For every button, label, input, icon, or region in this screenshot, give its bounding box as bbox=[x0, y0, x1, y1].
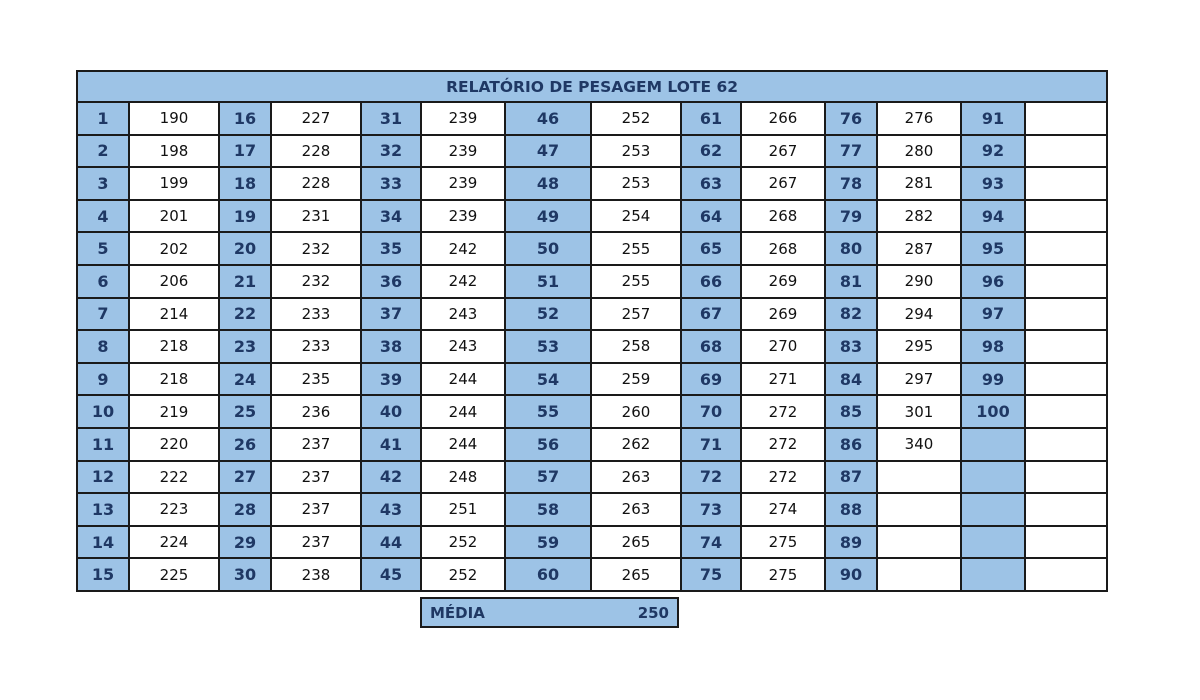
animal-number-cell: 50 bbox=[505, 232, 591, 265]
weight-cell: 198 bbox=[129, 135, 219, 168]
animal-number-cell: 63 bbox=[681, 167, 741, 200]
animal-number-cell bbox=[961, 428, 1025, 461]
animal-number-cell: 29 bbox=[219, 526, 271, 559]
animal-number-cell: 52 bbox=[505, 298, 591, 331]
animal-number-cell: 28 bbox=[219, 493, 271, 526]
weight-cell: 253 bbox=[591, 167, 681, 200]
animal-number-cell: 85 bbox=[825, 395, 877, 428]
average-label: MÉDIA bbox=[430, 603, 485, 622]
animal-number-cell: 67 bbox=[681, 298, 741, 331]
animal-number-cell: 93 bbox=[961, 167, 1025, 200]
animal-number-cell: 83 bbox=[825, 330, 877, 363]
weight-cell: 295 bbox=[877, 330, 961, 363]
animal-number-cell: 17 bbox=[219, 135, 271, 168]
animal-number-cell bbox=[961, 558, 1025, 591]
animal-number-cell: 44 bbox=[361, 526, 421, 559]
weight-cell: 237 bbox=[271, 526, 361, 559]
animal-number-cell: 11 bbox=[77, 428, 129, 461]
weight-cell: 244 bbox=[421, 428, 505, 461]
weight-cell bbox=[1025, 167, 1107, 200]
animal-number-cell: 98 bbox=[961, 330, 1025, 363]
animal-number-cell: 54 bbox=[505, 363, 591, 396]
animal-number-cell: 41 bbox=[361, 428, 421, 461]
animal-number-cell: 8 bbox=[77, 330, 129, 363]
weight-cell: 243 bbox=[421, 298, 505, 331]
animal-number-cell: 3 bbox=[77, 167, 129, 200]
animal-number-cell: 32 bbox=[361, 135, 421, 168]
table-row bbox=[77, 135, 1107, 168]
table-row bbox=[77, 558, 1107, 591]
weight-cell: 222 bbox=[129, 461, 219, 494]
animal-number-cell: 20 bbox=[219, 232, 271, 265]
animal-number-cell: 73 bbox=[681, 493, 741, 526]
animal-number-cell: 49 bbox=[505, 200, 591, 233]
weight-cell: 301 bbox=[877, 395, 961, 428]
weight-cell: 259 bbox=[591, 363, 681, 396]
weight-cell bbox=[1025, 232, 1107, 265]
weight-cell: 232 bbox=[271, 265, 361, 298]
weight-cell bbox=[1025, 135, 1107, 168]
animal-number-cell: 77 bbox=[825, 135, 877, 168]
report-title: RELATÓRIO DE PESAGEM LOTE 62 bbox=[77, 71, 1107, 102]
weight-cell: 257 bbox=[591, 298, 681, 331]
animal-number-cell: 16 bbox=[219, 102, 271, 135]
animal-number-cell: 40 bbox=[361, 395, 421, 428]
weight-cell bbox=[877, 461, 961, 494]
animal-number-cell: 81 bbox=[825, 265, 877, 298]
weight-cell bbox=[1025, 265, 1107, 298]
weight-cell: 248 bbox=[421, 461, 505, 494]
weight-cell bbox=[1025, 200, 1107, 233]
weight-cell bbox=[1025, 363, 1107, 396]
animal-number-cell: 96 bbox=[961, 265, 1025, 298]
weight-cell: 274 bbox=[741, 493, 825, 526]
animal-number-cell: 23 bbox=[219, 330, 271, 363]
weight-cell: 290 bbox=[877, 265, 961, 298]
weight-cell: 297 bbox=[877, 363, 961, 396]
table-row bbox=[77, 526, 1107, 559]
animal-number-cell: 79 bbox=[825, 200, 877, 233]
animal-number-cell bbox=[961, 493, 1025, 526]
table-row bbox=[77, 461, 1107, 494]
weight-cell: 206 bbox=[129, 265, 219, 298]
average-box bbox=[420, 597, 679, 628]
animal-number-cell: 36 bbox=[361, 265, 421, 298]
weight-cell: 262 bbox=[591, 428, 681, 461]
animal-number-cell: 55 bbox=[505, 395, 591, 428]
animal-number-cell: 35 bbox=[361, 232, 421, 265]
animal-number-cell: 1 bbox=[77, 102, 129, 135]
animal-number-cell: 78 bbox=[825, 167, 877, 200]
weight-cell: 258 bbox=[591, 330, 681, 363]
weight-cell: 244 bbox=[421, 363, 505, 396]
weight-cell: 265 bbox=[591, 558, 681, 591]
animal-number-cell: 6 bbox=[77, 265, 129, 298]
weight-cell: 287 bbox=[877, 232, 961, 265]
weight-cell: 235 bbox=[271, 363, 361, 396]
animal-number-cell: 84 bbox=[825, 363, 877, 396]
weight-cell: 281 bbox=[877, 167, 961, 200]
weight-cell: 275 bbox=[741, 526, 825, 559]
weight-cell bbox=[1025, 395, 1107, 428]
weight-cell bbox=[1025, 102, 1107, 135]
animal-number-cell: 97 bbox=[961, 298, 1025, 331]
animal-number-cell: 37 bbox=[361, 298, 421, 331]
animal-number-cell: 64 bbox=[681, 200, 741, 233]
animal-number-cell: 46 bbox=[505, 102, 591, 135]
animal-number-cell: 38 bbox=[361, 330, 421, 363]
weight-cell: 227 bbox=[271, 102, 361, 135]
table-row bbox=[77, 493, 1107, 526]
animal-number-cell: 99 bbox=[961, 363, 1025, 396]
weight-cell: 219 bbox=[129, 395, 219, 428]
table-row bbox=[77, 363, 1107, 396]
animal-number-cell: 56 bbox=[505, 428, 591, 461]
weight-cell: 214 bbox=[129, 298, 219, 331]
weight-cell: 271 bbox=[741, 363, 825, 396]
animal-number-cell: 59 bbox=[505, 526, 591, 559]
weight-cell: 252 bbox=[421, 526, 505, 559]
animal-number-cell: 24 bbox=[219, 363, 271, 396]
weight-cell bbox=[877, 558, 961, 591]
weight-cell: 218 bbox=[129, 330, 219, 363]
animal-number-cell: 43 bbox=[361, 493, 421, 526]
weight-cell: 190 bbox=[129, 102, 219, 135]
weight-cell: 232 bbox=[271, 232, 361, 265]
animal-number-cell: 48 bbox=[505, 167, 591, 200]
animal-number-cell: 88 bbox=[825, 493, 877, 526]
animal-number-cell: 71 bbox=[681, 428, 741, 461]
animal-number-cell: 31 bbox=[361, 102, 421, 135]
weight-cell: 237 bbox=[271, 428, 361, 461]
table-row bbox=[77, 298, 1107, 331]
animal-number-cell: 57 bbox=[505, 461, 591, 494]
weight-cell: 237 bbox=[271, 461, 361, 494]
weight-cell: 251 bbox=[421, 493, 505, 526]
animal-number-cell: 18 bbox=[219, 167, 271, 200]
table-row bbox=[77, 265, 1107, 298]
weight-cell: 231 bbox=[271, 200, 361, 233]
weight-cell: 282 bbox=[877, 200, 961, 233]
animal-number-cell: 90 bbox=[825, 558, 877, 591]
animal-number-cell: 100 bbox=[961, 395, 1025, 428]
weight-cell bbox=[1025, 526, 1107, 559]
animal-number-cell: 45 bbox=[361, 558, 421, 591]
weight-cell bbox=[877, 493, 961, 526]
weight-cell bbox=[1025, 428, 1107, 461]
weight-cell: 224 bbox=[129, 526, 219, 559]
animal-number-cell: 22 bbox=[219, 298, 271, 331]
animal-number-cell: 92 bbox=[961, 135, 1025, 168]
animal-number-cell: 76 bbox=[825, 102, 877, 135]
animal-number-cell: 34 bbox=[361, 200, 421, 233]
weight-cell: 265 bbox=[591, 526, 681, 559]
weight-cell: 267 bbox=[741, 167, 825, 200]
weight-cell: 223 bbox=[129, 493, 219, 526]
animal-number-cell: 91 bbox=[961, 102, 1025, 135]
weight-cell: 202 bbox=[129, 232, 219, 265]
weight-cell: 252 bbox=[591, 102, 681, 135]
table-row bbox=[77, 167, 1107, 200]
animal-number-cell bbox=[961, 526, 1025, 559]
animal-number-cell: 51 bbox=[505, 265, 591, 298]
weight-cell: 252 bbox=[421, 558, 505, 591]
weight-cell: 255 bbox=[591, 232, 681, 265]
weight-cell: 233 bbox=[271, 330, 361, 363]
animal-number-cell: 61 bbox=[681, 102, 741, 135]
weight-cell: 263 bbox=[591, 461, 681, 494]
animal-number-cell: 15 bbox=[77, 558, 129, 591]
weight-cell: 242 bbox=[421, 232, 505, 265]
weight-cell: 267 bbox=[741, 135, 825, 168]
table-row bbox=[77, 200, 1107, 233]
weight-cell bbox=[1025, 461, 1107, 494]
weight-cell: 254 bbox=[591, 200, 681, 233]
animal-number-cell bbox=[961, 461, 1025, 494]
animal-number-cell: 74 bbox=[681, 526, 741, 559]
animal-number-cell: 82 bbox=[825, 298, 877, 331]
weight-cell bbox=[1025, 493, 1107, 526]
animal-number-cell: 27 bbox=[219, 461, 271, 494]
weight-cell: 239 bbox=[421, 102, 505, 135]
animal-number-cell: 68 bbox=[681, 330, 741, 363]
weight-cell: 225 bbox=[129, 558, 219, 591]
animal-number-cell: 13 bbox=[77, 493, 129, 526]
animal-number-cell: 4 bbox=[77, 200, 129, 233]
animal-number-cell: 86 bbox=[825, 428, 877, 461]
animal-number-cell: 19 bbox=[219, 200, 271, 233]
weight-cell: 237 bbox=[271, 493, 361, 526]
weighing-report bbox=[76, 70, 1106, 622]
weight-cell: 268 bbox=[741, 200, 825, 233]
animal-number-cell: 30 bbox=[219, 558, 271, 591]
weight-cell: 244 bbox=[421, 395, 505, 428]
weight-cell bbox=[877, 526, 961, 559]
animal-number-cell: 26 bbox=[219, 428, 271, 461]
weight-cell: 239 bbox=[421, 200, 505, 233]
animal-number-cell: 80 bbox=[825, 232, 877, 265]
animal-number-cell: 14 bbox=[77, 526, 129, 559]
animal-number-cell: 7 bbox=[77, 298, 129, 331]
table-row bbox=[77, 232, 1107, 265]
animal-number-cell: 39 bbox=[361, 363, 421, 396]
weight-cell: 260 bbox=[591, 395, 681, 428]
weight-cell: 201 bbox=[129, 200, 219, 233]
weight-cell: 280 bbox=[877, 135, 961, 168]
animal-number-cell: 66 bbox=[681, 265, 741, 298]
weight-cell: 269 bbox=[741, 265, 825, 298]
weight-cell: 294 bbox=[877, 298, 961, 331]
weight-cell: 340 bbox=[877, 428, 961, 461]
animal-number-cell: 89 bbox=[825, 526, 877, 559]
animal-number-cell: 12 bbox=[77, 461, 129, 494]
weight-cell: 239 bbox=[421, 167, 505, 200]
weight-cell: 272 bbox=[741, 395, 825, 428]
weight-cell: 255 bbox=[591, 265, 681, 298]
weight-cell: 218 bbox=[129, 363, 219, 396]
weight-cell: 276 bbox=[877, 102, 961, 135]
animal-number-cell: 94 bbox=[961, 200, 1025, 233]
animal-number-cell: 25 bbox=[219, 395, 271, 428]
animal-number-cell: 65 bbox=[681, 232, 741, 265]
weight-cell: 253 bbox=[591, 135, 681, 168]
weight-cell: 243 bbox=[421, 330, 505, 363]
weight-cell: 272 bbox=[741, 461, 825, 494]
animal-number-cell: 42 bbox=[361, 461, 421, 494]
weight-cell: 269 bbox=[741, 298, 825, 331]
average-value: 250 bbox=[637, 603, 669, 622]
weight-cell: 228 bbox=[271, 167, 361, 200]
weight-cell: 236 bbox=[271, 395, 361, 428]
animal-number-cell: 47 bbox=[505, 135, 591, 168]
weight-cell: 238 bbox=[271, 558, 361, 591]
animal-number-cell: 62 bbox=[681, 135, 741, 168]
table-row bbox=[77, 102, 1107, 135]
animal-number-cell: 75 bbox=[681, 558, 741, 591]
table-row bbox=[77, 428, 1107, 461]
animal-number-cell: 95 bbox=[961, 232, 1025, 265]
weight-cell: 242 bbox=[421, 265, 505, 298]
weight-cell bbox=[1025, 298, 1107, 331]
weight-cell bbox=[1025, 558, 1107, 591]
weight-cell: 268 bbox=[741, 232, 825, 265]
animal-number-cell: 2 bbox=[77, 135, 129, 168]
weight-cell bbox=[1025, 330, 1107, 363]
weighing-table bbox=[76, 70, 1108, 592]
animal-number-cell: 10 bbox=[77, 395, 129, 428]
weight-cell: 199 bbox=[129, 167, 219, 200]
weight-cell: 263 bbox=[591, 493, 681, 526]
weight-cell: 272 bbox=[741, 428, 825, 461]
animal-number-cell: 87 bbox=[825, 461, 877, 494]
animal-number-cell: 33 bbox=[361, 167, 421, 200]
animal-number-cell: 9 bbox=[77, 363, 129, 396]
table-row bbox=[77, 330, 1107, 363]
animal-number-cell: 21 bbox=[219, 265, 271, 298]
weight-cell: 239 bbox=[421, 135, 505, 168]
animal-number-cell: 60 bbox=[505, 558, 591, 591]
weight-cell: 275 bbox=[741, 558, 825, 591]
animal-number-cell: 58 bbox=[505, 493, 591, 526]
animal-number-cell: 72 bbox=[681, 461, 741, 494]
weight-cell: 270 bbox=[741, 330, 825, 363]
weight-cell: 220 bbox=[129, 428, 219, 461]
animal-number-cell: 5 bbox=[77, 232, 129, 265]
table-row bbox=[77, 395, 1107, 428]
animal-number-cell: 70 bbox=[681, 395, 741, 428]
animal-number-cell: 69 bbox=[681, 363, 741, 396]
weight-cell: 233 bbox=[271, 298, 361, 331]
weight-cell: 266 bbox=[741, 102, 825, 135]
weight-cell: 228 bbox=[271, 135, 361, 168]
animal-number-cell: 53 bbox=[505, 330, 591, 363]
